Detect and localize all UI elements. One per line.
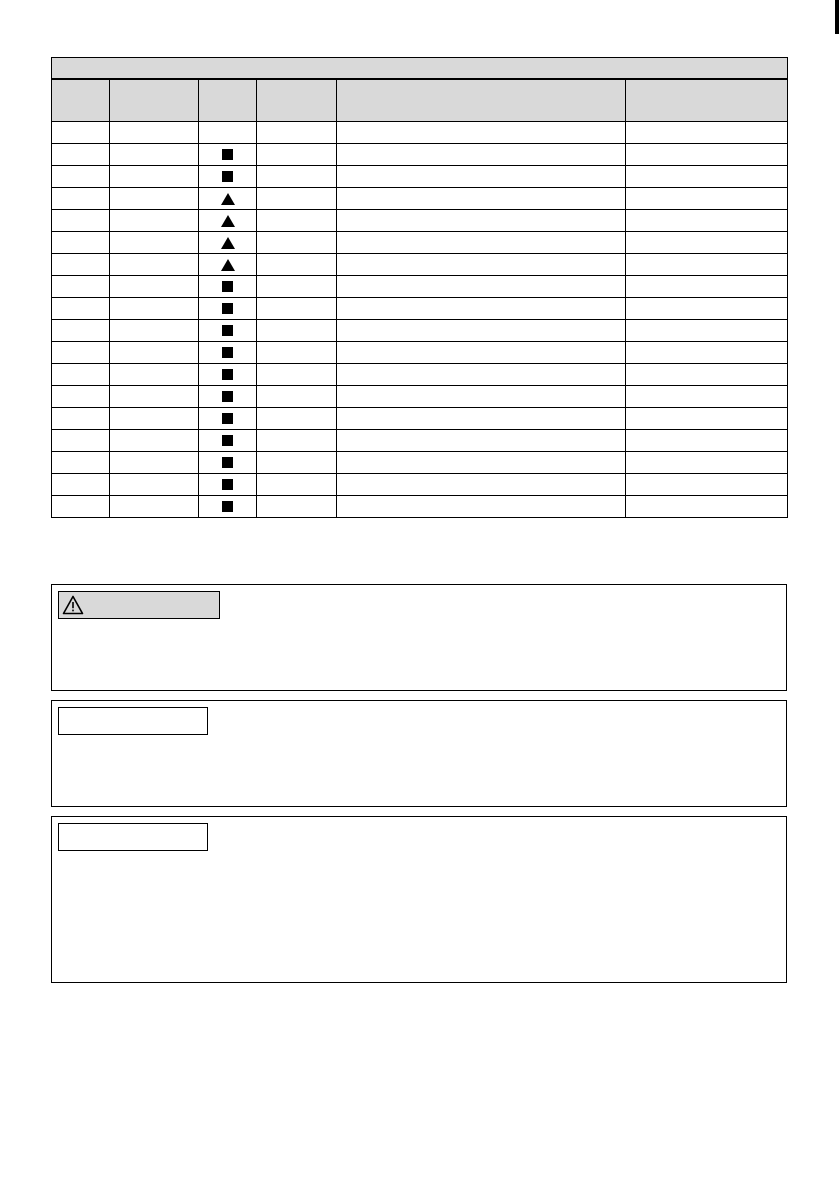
table-cell bbox=[257, 430, 337, 452]
table-cell bbox=[52, 474, 110, 496]
table-row bbox=[52, 474, 788, 496]
table-cell bbox=[626, 276, 788, 298]
table-cell bbox=[257, 254, 337, 276]
table-cell bbox=[337, 364, 626, 386]
filled-triangle-icon bbox=[221, 237, 235, 249]
table-mark-cell bbox=[199, 452, 257, 474]
filled-square-icon bbox=[222, 435, 233, 446]
filled-square-icon bbox=[222, 413, 233, 424]
table-cell bbox=[52, 232, 110, 254]
table-cell bbox=[110, 122, 199, 144]
table-row bbox=[52, 188, 788, 210]
table-cell bbox=[626, 298, 788, 320]
table-cell bbox=[626, 496, 788, 518]
table-row bbox=[52, 386, 788, 408]
table-cell bbox=[257, 386, 337, 408]
table-mark-cell bbox=[199, 496, 257, 518]
table-mark-cell bbox=[199, 474, 257, 496]
table-cell bbox=[257, 320, 337, 342]
table-cell bbox=[52, 144, 110, 166]
table-row bbox=[52, 408, 788, 430]
warning-notice-tag bbox=[58, 591, 220, 619]
page-edge-tab bbox=[835, 0, 839, 34]
table-row bbox=[52, 452, 788, 474]
table-row bbox=[52, 166, 788, 188]
table-cell bbox=[52, 320, 110, 342]
table-cell bbox=[257, 166, 337, 188]
table-cell bbox=[110, 144, 199, 166]
table-cell bbox=[626, 430, 788, 452]
table-cell bbox=[52, 452, 110, 474]
table-cell bbox=[626, 144, 788, 166]
table-caption bbox=[52, 58, 788, 80]
filled-triangle-icon bbox=[221, 259, 235, 271]
table-cell bbox=[337, 496, 626, 518]
table-row bbox=[52, 210, 788, 232]
table-cell bbox=[257, 408, 337, 430]
table-cell bbox=[337, 474, 626, 496]
filled-square-icon bbox=[222, 171, 233, 182]
note-notice-box-2 bbox=[51, 816, 787, 983]
table-cell bbox=[337, 320, 626, 342]
filled-square-icon bbox=[222, 347, 233, 358]
table-cell bbox=[110, 430, 199, 452]
table-cell bbox=[110, 474, 199, 496]
table-cell bbox=[257, 276, 337, 298]
table-cell bbox=[257, 298, 337, 320]
table-cell bbox=[337, 452, 626, 474]
table-cell bbox=[337, 342, 626, 364]
table-cell bbox=[110, 166, 199, 188]
filled-square-icon bbox=[222, 281, 233, 292]
table-cell bbox=[52, 430, 110, 452]
table-cell bbox=[52, 122, 110, 144]
table-cell bbox=[257, 342, 337, 364]
table-cell bbox=[257, 144, 337, 166]
table-cell bbox=[110, 342, 199, 364]
filled-square-icon bbox=[222, 325, 233, 336]
table-cell bbox=[337, 144, 626, 166]
table-cell bbox=[337, 210, 626, 232]
table-cell bbox=[626, 386, 788, 408]
table-mark-cell bbox=[199, 320, 257, 342]
filled-square-icon bbox=[222, 501, 233, 512]
table-mark-cell bbox=[199, 386, 257, 408]
table-cell bbox=[626, 320, 788, 342]
table-mark-cell bbox=[199, 408, 257, 430]
note-notice-tag-2 bbox=[58, 823, 208, 851]
table-mark-cell bbox=[199, 364, 257, 386]
table-cell bbox=[110, 408, 199, 430]
table-cell bbox=[337, 188, 626, 210]
table-cell bbox=[52, 342, 110, 364]
table-cell bbox=[257, 474, 337, 496]
filled-triangle-icon bbox=[221, 193, 235, 205]
table-cell bbox=[257, 364, 337, 386]
table-cell bbox=[257, 210, 337, 232]
table-cell bbox=[52, 166, 110, 188]
filled-square-icon bbox=[222, 149, 233, 160]
table-cell bbox=[110, 364, 199, 386]
table-cell bbox=[52, 364, 110, 386]
table-cell bbox=[337, 430, 626, 452]
table-row bbox=[52, 430, 788, 452]
table-cell bbox=[337, 254, 626, 276]
table-cell bbox=[337, 276, 626, 298]
header-cell-1 bbox=[52, 79, 110, 122]
table-cell bbox=[626, 364, 788, 386]
table-cell bbox=[110, 210, 199, 232]
table-row bbox=[52, 298, 788, 320]
table-mark-cell bbox=[199, 276, 257, 298]
filled-square-icon bbox=[222, 303, 233, 314]
table-cell bbox=[626, 408, 788, 430]
table-header-row bbox=[52, 79, 788, 122]
table-cell bbox=[626, 474, 788, 496]
table-cell bbox=[626, 254, 788, 276]
table-mark-cell bbox=[199, 144, 257, 166]
table-cell bbox=[110, 496, 199, 518]
table-cell bbox=[257, 232, 337, 254]
table-cell bbox=[52, 496, 110, 518]
table-mark-cell bbox=[199, 298, 257, 320]
table-cell bbox=[52, 386, 110, 408]
header-cell-2 bbox=[110, 79, 199, 122]
header-cell-6 bbox=[626, 79, 788, 122]
table-cell bbox=[52, 276, 110, 298]
header-cell-4 bbox=[257, 79, 337, 122]
table-row bbox=[52, 364, 788, 386]
filled-square-icon bbox=[222, 369, 233, 380]
table-cell bbox=[337, 408, 626, 430]
header-cell-3 bbox=[199, 79, 257, 122]
table-row bbox=[52, 254, 788, 276]
table-cell bbox=[257, 188, 337, 210]
table-cell bbox=[626, 210, 788, 232]
table-mark-cell bbox=[199, 254, 257, 276]
table-cell bbox=[52, 188, 110, 210]
table-row bbox=[52, 342, 788, 364]
table-cell bbox=[52, 254, 110, 276]
table-cell bbox=[626, 452, 788, 474]
table-cell bbox=[257, 496, 337, 518]
table-cell bbox=[110, 188, 199, 210]
table-cell bbox=[626, 166, 788, 188]
header-cell-5 bbox=[337, 79, 626, 122]
table-mark-cell bbox=[199, 430, 257, 452]
table-cell bbox=[626, 122, 788, 144]
filled-square-icon bbox=[222, 391, 233, 402]
table-cell bbox=[626, 342, 788, 364]
table-cell bbox=[337, 298, 626, 320]
table-mark-cell bbox=[199, 210, 257, 232]
table-mark-cell bbox=[199, 342, 257, 364]
table-row bbox=[52, 276, 788, 298]
table-cell bbox=[110, 386, 199, 408]
table-cell bbox=[110, 276, 199, 298]
filled-triangle-icon bbox=[221, 215, 235, 227]
filled-square-icon bbox=[222, 457, 233, 468]
table-cell bbox=[52, 298, 110, 320]
warning-notice-box bbox=[51, 584, 787, 691]
table-cell bbox=[110, 298, 199, 320]
table-cell bbox=[257, 452, 337, 474]
table-row bbox=[52, 496, 788, 518]
table-cell bbox=[257, 122, 337, 144]
table-mark-cell bbox=[199, 232, 257, 254]
note-notice-box-1 bbox=[51, 700, 787, 807]
warning-triangle-icon bbox=[62, 595, 84, 615]
table-mark-cell bbox=[199, 122, 257, 144]
table-row bbox=[52, 122, 788, 144]
table-cell bbox=[337, 232, 626, 254]
table-cell bbox=[110, 232, 199, 254]
table-cell bbox=[110, 254, 199, 276]
table-row bbox=[52, 320, 788, 342]
table-caption-row bbox=[52, 58, 788, 80]
table-cell bbox=[52, 210, 110, 232]
table-cell bbox=[337, 166, 626, 188]
table-row bbox=[52, 144, 788, 166]
table-cell bbox=[337, 386, 626, 408]
table-cell bbox=[110, 452, 199, 474]
table-cell bbox=[110, 320, 199, 342]
parameter-table bbox=[51, 57, 788, 518]
table-cell bbox=[626, 232, 788, 254]
filled-square-icon bbox=[222, 479, 233, 490]
table-cell bbox=[626, 188, 788, 210]
table-cell bbox=[337, 122, 626, 144]
table-mark-cell bbox=[199, 166, 257, 188]
note-notice-tag-1 bbox=[58, 707, 208, 735]
table-mark-cell bbox=[199, 188, 257, 210]
table-row bbox=[52, 232, 788, 254]
table-cell bbox=[52, 408, 110, 430]
